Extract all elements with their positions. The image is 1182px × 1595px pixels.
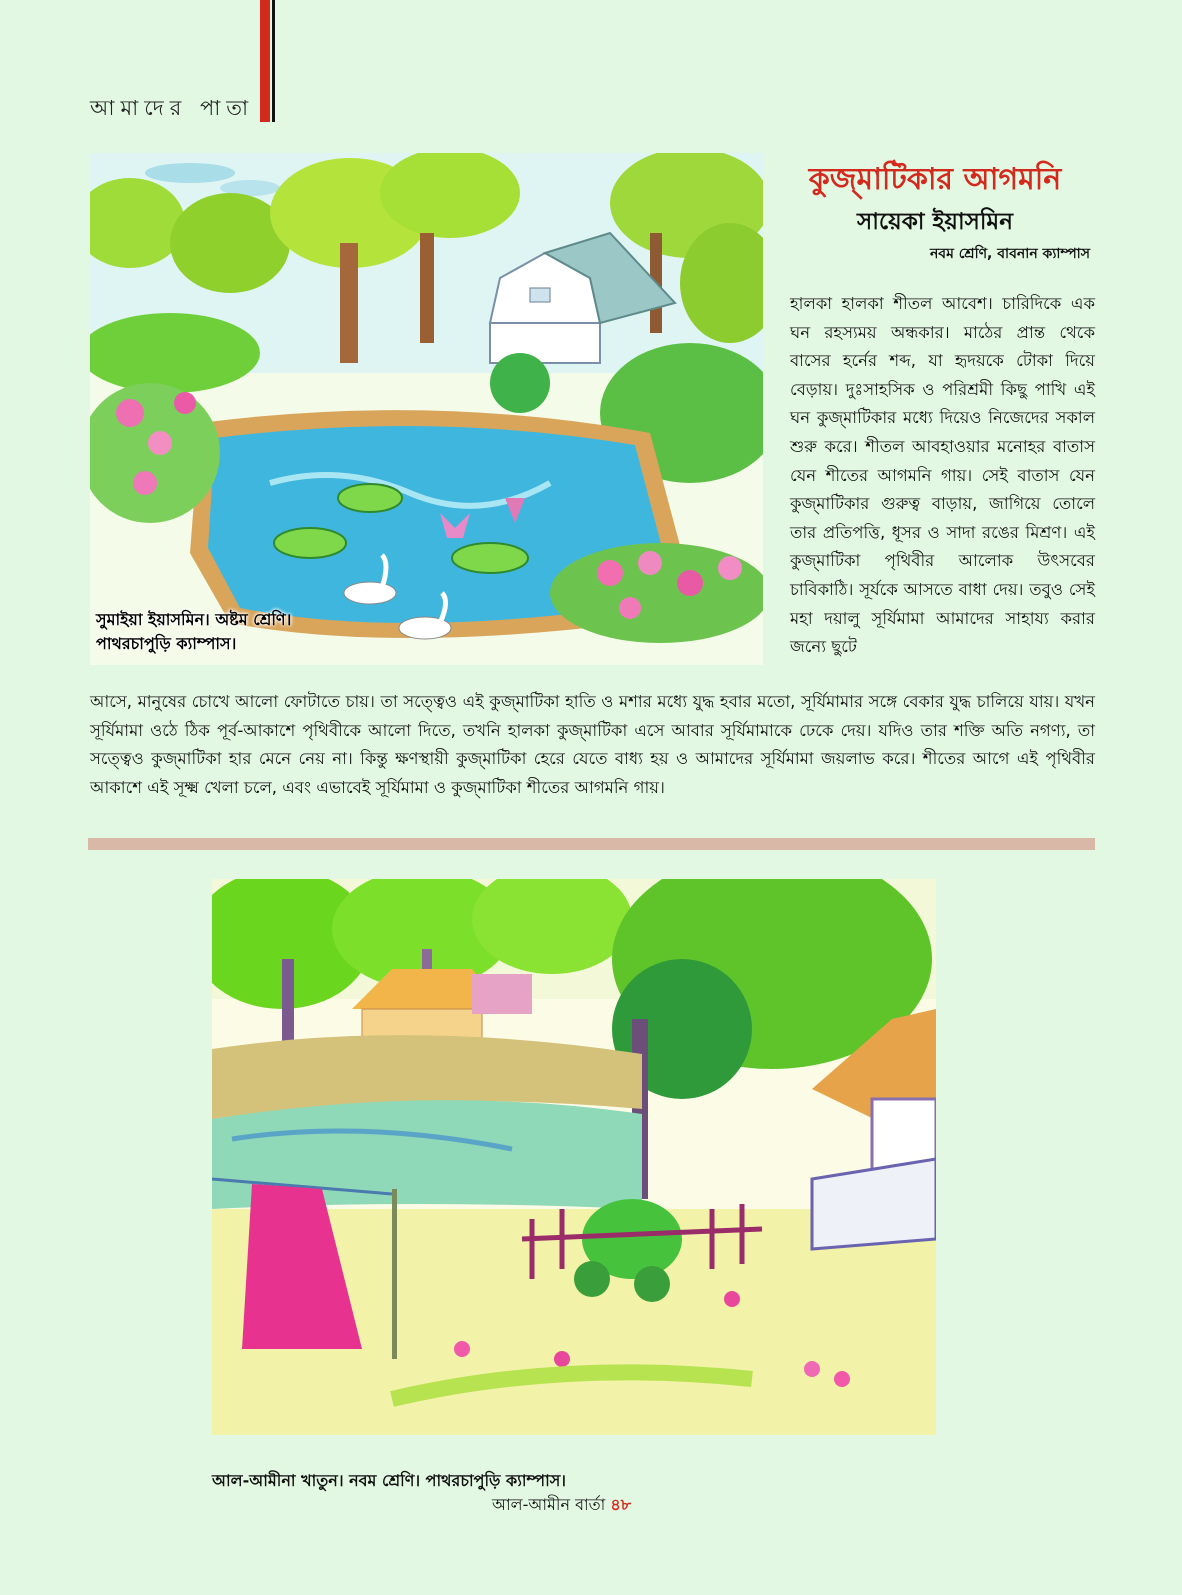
- painting1-caption-line2: পাথরচাপুড়ি ক্যাম্পাস।: [96, 634, 237, 653]
- article-grade: নবম শ্রেণি, বাবনান ক্যাম্পাস: [929, 246, 1090, 262]
- header-black-bar: [272, 0, 275, 122]
- section-divider: [88, 838, 1095, 850]
- page-footer: [492, 1492, 631, 1519]
- magazine-name: আল-আমীন বার্তা: [492, 1495, 606, 1514]
- painting1-caption-line1: সুমাইয়া ইয়াসমিন। অষ্টম শ্রেণি।: [96, 610, 292, 629]
- pond-painting: [90, 153, 763, 665]
- painting1-caption: [96, 608, 416, 656]
- painting2-caption: আল-আমীনা খাতুন। নবম শ্রেণি। পাথরচাপুড়ি ক্যাম্পাস।: [212, 1471, 566, 1490]
- article-body-side: হালকা হালকা শীতল আবেশ। চারিদিকে এক ঘন রহস্যময় অন্ধকার। মাঠের প্রান্ত থেকে বাসের হর্নের শব্দ, যা হৃদয়কে টোকা দিয়ে বেড়ায়। দুঃসাহসিক ও পরিশ্রমী কিছু পাখি এই ঘন কুজ্মাটিকার মধ্যে দিয়েও নিজেদের সকাল শুরু করে। শীতল আবহাওয়ার মনোহর বাতাস যেন শীতের আগমনি গায়। সেই বাতাস যেন কুজ্মাটিকার গুরুত্ব বাড়ায়, জাগিয়ে তোলে তার প্রতিপত্তি, ধূসর ও সাদা রঙের মিশ্রণ। এই কুজ্মাটিকা পৃথিবীর আলোক উৎসবের চাবিকাঠি। সূর্যকে আসতে বাধা দেয়। তবুও সেই মহা দয়ালু সূর্যিমামা আমাদের সাহায্য করার জন্যে ছুটে: [790, 294, 1095, 657]
- village-painting: [212, 879, 936, 1435]
- header-red-bar: [260, 0, 270, 122]
- article-body-full: আসে, মানুষের চোখে আলো ফোটাতে চায়। তা সত্ত্বেও এই কুজ্মাটিকা হাতি ও মশার মধ্যে যুদ্ধ হবার মতো, সূর্যিমামার সঙ্গে বেকার যুদ্ধ চালিয়ে যায়। যখন সূর্যিমামা ওঠে ঠিক পূর্ব-আকাশে পৃথিবীকে আলো দিতে, তখনি হালকা কুজ্মাটিকা এসে আবার সূর্যিমামাকে ঢেকে দেয়। যদিও তার শক্তি অতি নগণ্য, তা সত্ত্বেও কুজ্মাটিকা হার মেনে নেয় না। কিন্তু ক্ষণস্থায়ী কুজ্মাটিকা হেরে যেতে বাধ্য হয় ও আমাদের সূর্যিমামা জয়লাভ করে। শীতের আগে এই পৃথিবীর আকাশে এই সূক্ষ্ম খেলা চলে, এবং এভাবেই সূর্যিমামা ও কুজ্মাটিকা শীতের আগমনি গায়।: [90, 692, 1095, 797]
- article-title: কুজ্মাটিকার আগমনি: [808, 162, 1062, 197]
- section-label: আমাদের পাতা: [90, 96, 255, 120]
- page-number: ৪৮: [610, 1495, 632, 1514]
- article-author: সায়েকা ইয়াসমিন: [857, 209, 1013, 235]
